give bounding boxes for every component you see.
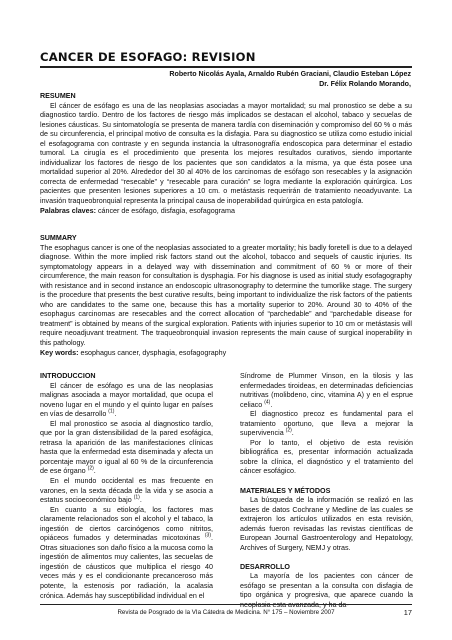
keywords-text: cáncer de esófago, disfagia, esofagograma <box>95 206 235 215</box>
citation: (3) <box>204 532 212 539</box>
resumen-section <box>40 92 412 216</box>
keywords-label: Key words: <box>40 348 79 357</box>
metodos-body: La búsqueda de la información se realizó en las bases de datos Cochrane y Medline de las cuales se extrajeron los artículos utilizados en esta revisión, además fueron revisadas las revistas científicas de European Journal Gastroenterology and Hepatology, Archives of Surgery, NEMJ y otras. <box>240 496 413 552</box>
article-title: CANCER DE ESOFAGO: REVISION <box>40 50 256 64</box>
intro-paragraph: El cáncer de esófago es una de las neoplasias malignas asociada a mayor mortalidad, que ocupa el noveno lugar en el mundo y el quinto lugar en países en vías de desarrollo $^{(1)}$. <box>40 381 213 419</box>
summary-section <box>40 234 412 358</box>
resumen-keywords <box>40 207 412 217</box>
footer-journal: Revista de Posgrado de la VIa Cátedra de Medicina. N° 175 – Noviembre 2007 <box>117 609 335 616</box>
body-paragraph: Por lo tanto, el objetivo de esta revisión bibliográfica es, presentar información actualizada sobre la clínica, el diagnóstico y el tratamiento del cáncer esofágico. <box>240 438 413 476</box>
intro-paragraph: El mal pronostico se asocia al diagnostico tardío, que por la gran distensibilidad de la pared esofágica, retrasa la aparición de las manifestaciones clínicas hasta que la enfermedad esta diseminada y afecta un porcentaje mayor o igual al 60 % de la circunferencia de ese órgano $^{(2)}$. <box>40 419 213 476</box>
citation: (1) <box>133 494 140 501</box>
summary-keywords <box>40 349 412 359</box>
author-block <box>169 70 411 89</box>
summary-heading: SUMMARY <box>40 234 77 242</box>
metodos-heading: MATERIALES Y MÉTODOS <box>240 486 331 495</box>
desarrollo-body: La mayoría de los pacientes con cáncer de esófago se presentan a la consulta con disfagia de tipo orgánica y progresiva, que aparece cuando la neoplasia esta avanzada, y ha da- <box>240 572 413 610</box>
resumen-body: El cáncer de esófago es una de las neoplasias asociadas a mayor mortalidad; su mal pronostico se debe a su diagnostico tardío. Dentro de los factores de riesgo más implicados se destacan el alcohol, tabaco y secuelas de lesiones cáusticas. Su sintomatología se presenta de manera tardía con diseminación y compromiso del 60 % o más de su circunferencia, el principal motivo de consulta es la disfagia. Para su diagnostico se utiliza como estudio inicial el esofagograma con contraste y en segunda instancia la ultrasonografía endoscopica para determinar el estadio tumoral. La cirugía es el procedimiento que presenta los mejores resultados curativos, siendo importante individualizar los factores de riesgo de los pacientes que son candidatos a la misma, ya que ésta posee una mortalidad superior al 20%. Alrededor del 30 al 40% de los carcinomas de esófago son resecables y la asignación correcta de enfermedad “resecable” y “resecable para curación” se logra mediante la exploración quirúrgica. Los pacientes que presenten lesiones superiores a 10 cm. o metástasis requerirán de tratamiento neoadyuvante. La invasión traqueobronquial representa la principal causa de inoperabilidad quirúrgica en esta patología. <box>40 101 412 206</box>
footer-rule <box>40 604 412 605</box>
summary-body: The esophagus cancer is one of the neoplasias associated to a greater mortality; his badly foretell is due to a delayed diagnose. Within the more implied risk factors stand out the alcohol, tobacco and sequels of caustic injuries. Its symptomatology appears in a delayed way with dissemination and commitment of 60 % or more of their circumference, the main reason for consultation is dysphagia. For his diagnose is used as initial study esofagography with resistance and in second instance an endoscopic ultrasonography to determine the tumorlike stage. The surgery is the procedure that presents the best curative results, being important to individualize the risk factors of the patients who are candidates to the same one, because this has a mortality superior to 20%. Around 30 to 40% of the esophagus carcinomas are resecables and the correct allocation of “parchedable” and “parchedable disease for treatment” is obtained by means of the surgical exploration. Patients with injuries superior to 10 cm or metástasis will require neoadjuvant treatment. The traqueobronquial invasion represents the main cause of surgical inoperability in this pathology. <box>40 243 412 348</box>
keywords-label: Palabras claves: <box>40 206 96 215</box>
resumen-heading: RESUMEN <box>40 92 76 100</box>
citation: (4) <box>264 399 271 406</box>
introduccion-heading: INTRODUCCION <box>40 372 96 380</box>
intro-paragraph: En cuanto a su etiología, los factores mas claramente relacionados son el alcohol y el tabaco, la ingestión de ciertos carcinógenos como nitritos, opiáceos fumados y determinadas micotoxinas $^{(3)}$. Otras situaciones son daño físico a la mucosa como la ingestión de alimentos muy calientes, las secuelas de ingestión de cáusticos que multiplica el riesgo 40 veces más y es el condicionante precanceroso más potente, la estenosis por radiación, la acalasia crónica. Además hay susceptibilidad individual en el <box>40 505 213 600</box>
left-column <box>40 372 213 601</box>
citation: (1) <box>108 408 115 415</box>
author-line: Dr. Félix Rolando Morando, <box>319 79 411 88</box>
body-paragraph: Síndrome de Plummer Vinson, en la tilosis y las enfermedades tiroideas, en determinadas deficiencias nutritivas (molibdeno, cinc, vitamina A) y en el esprue celiaco $^{(4)}$. <box>240 372 413 409</box>
page-number: 17 <box>403 608 412 617</box>
intro-paragraph: En el mundo occidental es mas frecuente en varones, en la sexta década de la vida y se asocia a estatus socioeconómico bajo $^{(1)}$. <box>40 477 213 505</box>
title-rule <box>40 66 412 68</box>
body-paragraph: El diagnostico precoz es fundamental para el tratamiento oportuno, que lleva a mejorar la supervivencia $^{(2)}$. <box>240 410 413 438</box>
keywords-text: esophagus cancer, dysphagia, esofagography <box>78 348 227 357</box>
page-footer <box>40 607 412 619</box>
desarrollo-heading: DESARROLLO <box>240 562 290 571</box>
right-column <box>240 372 413 611</box>
author-line: Roberto Nicolás Ayala, Arnaldo Rubén Graciani, Claudio Esteban López <box>169 70 411 78</box>
citation: (2) <box>87 466 94 473</box>
citation: (2) <box>285 427 292 434</box>
